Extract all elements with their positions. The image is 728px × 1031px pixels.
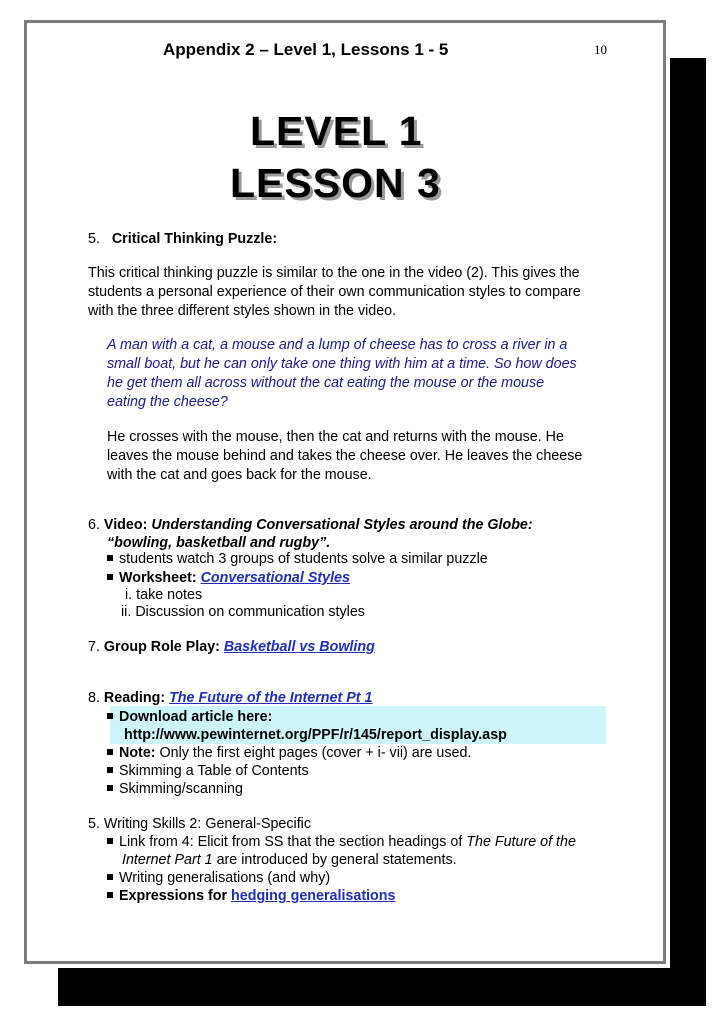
video-bullet-1-text: students watch 3 groups of students solve a similar puzzle bbox=[119, 551, 488, 567]
intro-line-1: This critical thinking puzzle is similar to the one in the video (2). This gives the bbox=[88, 265, 580, 281]
roman-item-1-num: i. bbox=[125, 587, 133, 603]
answer-line-1: He crosses with the mouse, then the cat and returns with the mouse. He bbox=[107, 429, 564, 445]
expressions-bullet bbox=[107, 887, 395, 906]
section-6-heading bbox=[88, 516, 533, 535]
note-bullet bbox=[107, 744, 471, 763]
bullet-icon bbox=[107, 749, 113, 755]
page-header-title: Appendix 2 – Level 1, Lessons 1 - 5 bbox=[163, 40, 449, 59]
reading-label: Reading: bbox=[103, 690, 166, 706]
puzzle-line-3: he get them all across without the cat eating the mouse or the mouse bbox=[107, 375, 545, 391]
link-bullet-cont bbox=[122, 851, 457, 870]
roman-item-2-text: Discussion on communication styles bbox=[135, 604, 365, 620]
download-url[interactable]: http://www.pewinternet.org/PPF/r/145/report_display.asp bbox=[124, 727, 507, 743]
link-bullet-italic-2: Internet Part 1 bbox=[122, 852, 213, 868]
generalisations-bullet bbox=[107, 869, 330, 888]
link-bullet-text: Link from 4: Elicit from SS that the section headings of bbox=[119, 834, 467, 850]
basketball-vs-bowling-link[interactable]: Basketball vs Bowling bbox=[223, 639, 375, 655]
download-bullet bbox=[107, 708, 272, 727]
video-title: Understanding Conversational Styles around the Globe: bbox=[151, 517, 533, 533]
level-title: LEVEL 1 bbox=[250, 108, 423, 154]
link-bullet-text-2: are introduced by general statements. bbox=[212, 852, 457, 868]
bullet-icon bbox=[107, 892, 113, 898]
skimming-toc-bullet bbox=[107, 762, 309, 781]
role-play-label: Group Role Play: bbox=[103, 639, 220, 655]
answer-line-3: with the cat and goes back for the mouse. bbox=[107, 467, 372, 483]
bullet-icon bbox=[107, 555, 113, 561]
section-8-number: 8. bbox=[88, 690, 100, 706]
page-shadow-bottom bbox=[58, 968, 706, 1006]
bullet-icon bbox=[107, 838, 113, 844]
puzzle-line-1: A man with a cat, a mouse and a lump of cheese has to cross a river in a bbox=[107, 337, 568, 353]
conversational-styles-link[interactable]: Conversational Styles bbox=[200, 570, 350, 586]
skimming-scanning-bullet bbox=[107, 780, 243, 799]
video-bullet-1 bbox=[107, 550, 488, 569]
puzzle-line-2: small boat, but he can only take one thing with him at a time. So how does bbox=[107, 356, 577, 372]
bullet-icon bbox=[107, 785, 113, 791]
future-of-internet-link[interactable]: The Future of the Internet Pt 1 bbox=[169, 690, 373, 706]
section-6-number: 6. bbox=[88, 517, 100, 533]
bullet-icon bbox=[107, 574, 113, 580]
answer-line-2: leaves the mouse behind and takes the cheese over. He leaves the cheese bbox=[107, 448, 583, 464]
section-7-number: 7. bbox=[88, 639, 100, 655]
section-5-heading bbox=[88, 230, 277, 249]
skimming-toc-text: Skimming a Table of Contents bbox=[119, 763, 309, 779]
bullet-icon bbox=[107, 767, 113, 773]
lesson-title: LESSON 3 bbox=[230, 160, 441, 206]
puzzle-line-4: eating the cheese? bbox=[107, 394, 228, 410]
note-text: Only the first eight pages (cover + i- vii) are used. bbox=[159, 745, 472, 761]
hedging-generalisations-link[interactable]: hedging generalisations bbox=[231, 888, 396, 904]
roman-item-2-num: ii. bbox=[121, 604, 132, 620]
worksheet-label: Worksheet: bbox=[119, 570, 197, 586]
skimming-scanning-text: Skimming/scanning bbox=[119, 781, 243, 797]
page-number: 10 bbox=[594, 42, 607, 57]
section-5-title: Critical Thinking Puzzle: bbox=[111, 231, 278, 247]
link-bullet bbox=[107, 833, 576, 852]
intro-line-2: students a personal experience of their own communication styles to compare bbox=[88, 284, 581, 300]
generalisations-text: Writing generalisations (and why) bbox=[119, 870, 331, 886]
download-label: Download article here: bbox=[119, 709, 273, 725]
expressions-label: Expressions for bbox=[119, 888, 232, 904]
roman-item-2 bbox=[121, 603, 365, 622]
note-label: Note: bbox=[119, 745, 156, 761]
section-8-heading bbox=[88, 689, 372, 708]
video-label: Video: bbox=[103, 517, 148, 533]
video-subtitle: “bowling, basketball and rugby”. bbox=[107, 535, 331, 551]
bullet-icon bbox=[107, 713, 113, 719]
section-7-heading bbox=[88, 638, 375, 657]
section-5-number: 5. bbox=[88, 231, 100, 247]
writing-skills-heading: 5. Writing Skills 2: General-Specific bbox=[88, 816, 312, 832]
link-bullet-italic: The Future of the bbox=[466, 834, 576, 850]
intro-line-3: with the three different styles shown in the video. bbox=[88, 303, 397, 319]
bullet-icon bbox=[107, 874, 113, 880]
page-shadow-right bbox=[670, 58, 706, 1006]
roman-item-1-text: take notes bbox=[136, 587, 203, 603]
